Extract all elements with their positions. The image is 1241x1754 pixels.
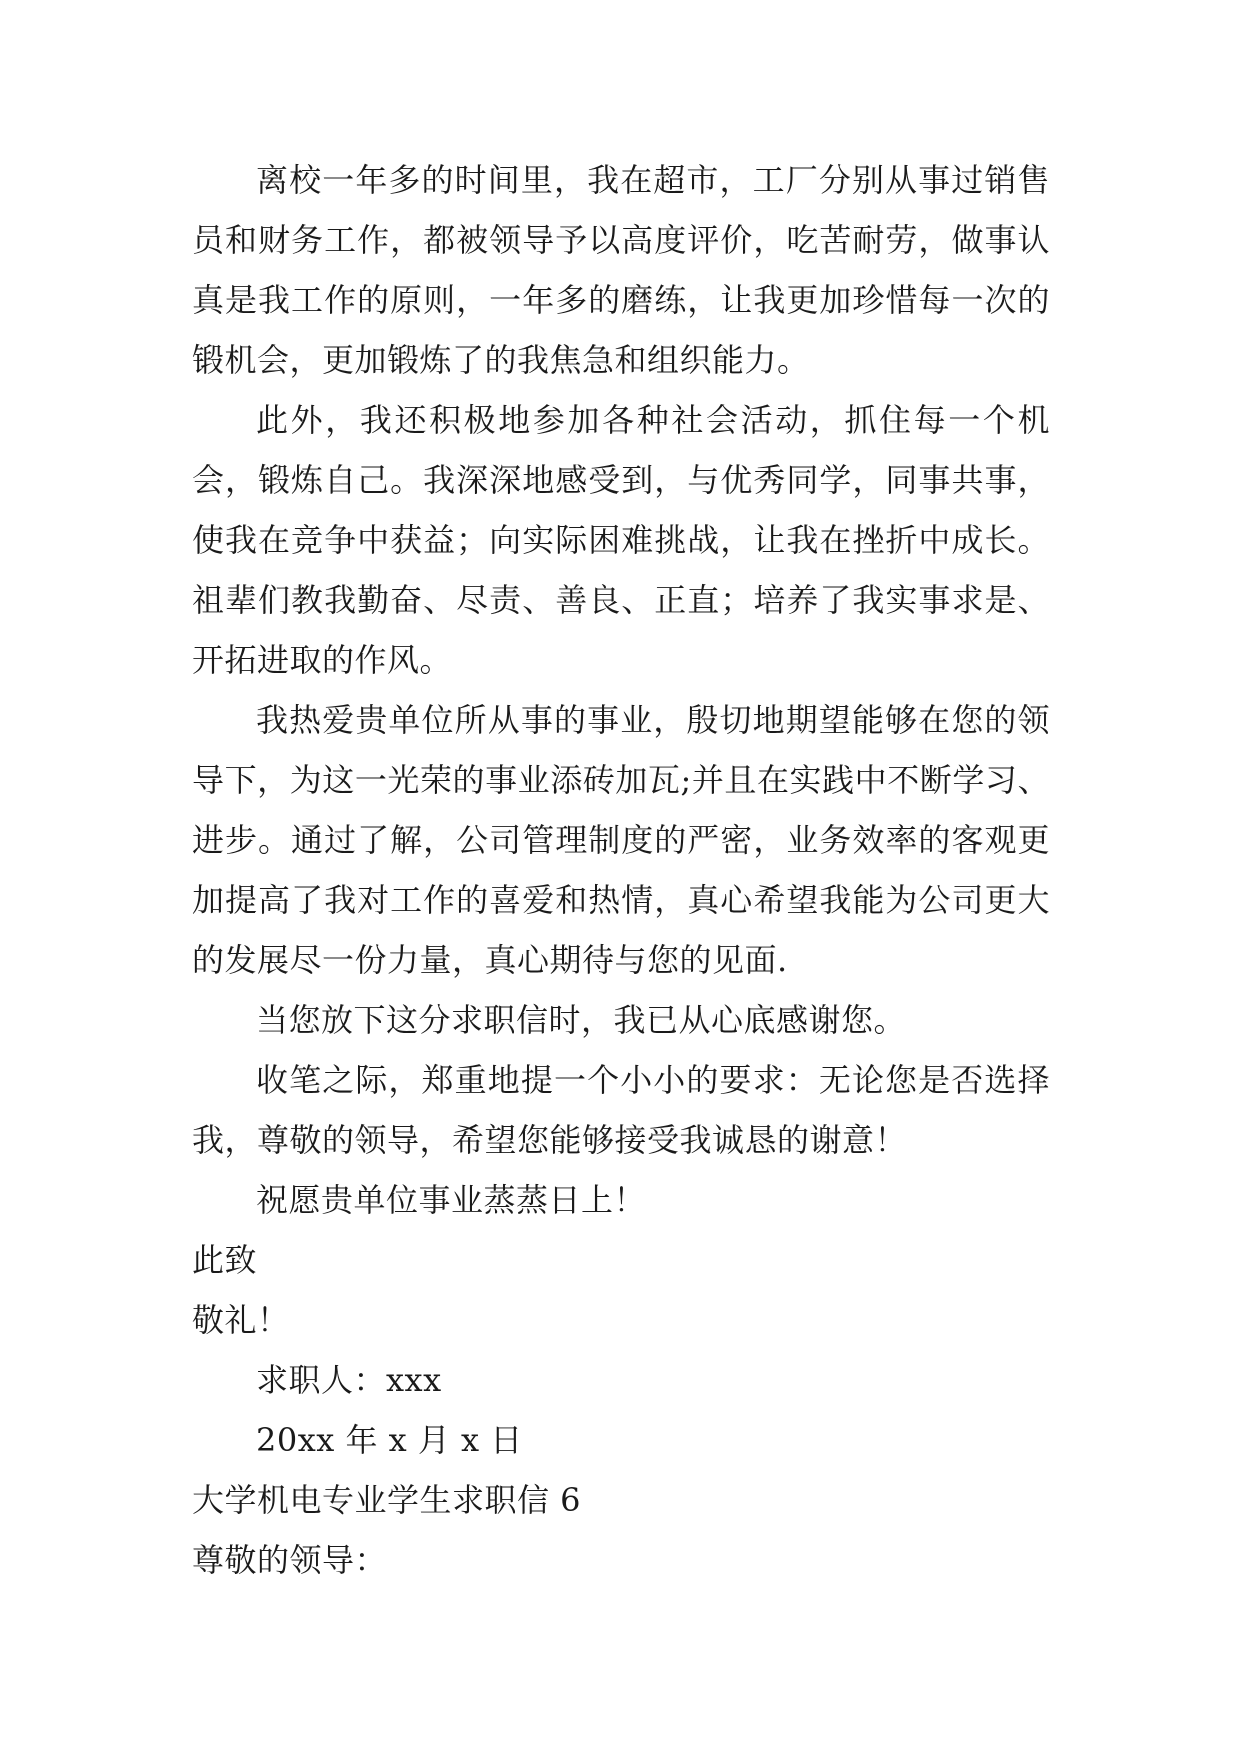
signature-line: 求职人：xxx xyxy=(256,1361,442,1399)
date-line: 20xx 年 x 月 x 日 xyxy=(256,1421,523,1459)
paragraph-request: 收笔之际，郑重地提一个小小的要求：无论您是否选择我，尊敬的领导，希望您能够接受我诚恳的谢意！ xyxy=(192,1061,1050,1159)
paragraph-activities: 此外，我还积极地参加各种社会活动，抓住每一个机会，锻炼自己。我深深地感受到，与优秀同学，同事共事，使我在竞争中获益；向实际困难挑战，让我在挫折中成长。祖辈们教我勤奋、尽责、善良、正直；培养了我实事求是、开拓进取的作风。 xyxy=(192,401,1050,679)
paragraph-experience: 离校一年多的时间里，我在超市，工厂分别从事过销售员和财务工作，都被领导予以高度评价，吃苦耐劳，做事认真是我工作的原则，一年多的磨练，让我更加珍惜每一次的锻机会，更加锻炼了的我焦急和组织能力。 xyxy=(192,161,1050,379)
next-letter-salutation: 尊敬的领导： xyxy=(192,1541,388,1579)
next-letter-title: 大学机电专业学生求职信 6 xyxy=(192,1481,582,1519)
paragraph-wish: 祝愿贵单位事业蒸蒸日上！ xyxy=(256,1181,647,1219)
closing-ci-zhi: 此致 xyxy=(192,1241,258,1279)
paragraph-aspiration: 我热爱贵单位所从事的事业，殷切地期望能够在您的领导下，为这一光荣的事业添砖加瓦;并且在实践中不断学习、进步。通过了解，公司管理制度的严密，业务效率的客观更加提高了我对工作的喜爱和热情，真心希望我能为公司更大的发展尽一份力量，真心期待与您的见面. xyxy=(192,701,1050,979)
letter-body xyxy=(192,150,1050,1590)
paragraph-thanks: 当您放下这分求职信时，我已从心底感谢您。 xyxy=(256,1001,907,1039)
closing-jing-li: 敬礼！ xyxy=(192,1301,290,1339)
